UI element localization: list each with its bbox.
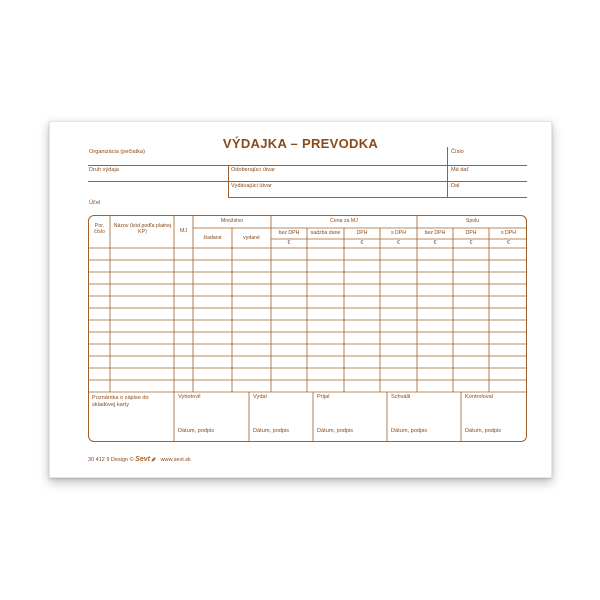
header-line-2 xyxy=(88,181,527,182)
form-sheet xyxy=(49,121,552,478)
footer-code: 30 412 9 Design © xyxy=(88,457,134,463)
vyhotovil-date-label: Dátum, podpis xyxy=(178,428,215,434)
cena-dph-header: DPH xyxy=(356,230,368,236)
prijal-date-label: Dátum, podpis xyxy=(317,428,354,434)
currency-cena-dph: € xyxy=(360,240,364,246)
col-vydane-header: vydané xyxy=(243,235,260,241)
cena-s-dph-header: s DPH xyxy=(391,230,406,236)
sevt-logo: Sevt xyxy=(135,456,150,463)
footer-url: www.sevt.sk xyxy=(160,457,191,463)
currency-cena-bez-dph: € xyxy=(287,240,291,246)
dal-label: Dal xyxy=(451,183,460,189)
header-vline-right xyxy=(447,147,448,197)
col-nazov-header: Názov (kód podľa platnej KP) xyxy=(113,223,172,235)
group-spolu-header: Spolu xyxy=(465,218,480,224)
ma-dat-label: Má dať xyxy=(451,167,469,173)
header-line-1 xyxy=(88,165,527,166)
cena-bez-dph-header: bez DPH xyxy=(278,230,300,236)
currency-spolu-dph: € xyxy=(469,240,473,246)
vydal-label: Vydal xyxy=(253,394,267,400)
kontroloval-label: Kontroloval xyxy=(465,394,493,400)
spolu-dph-header: DPH xyxy=(465,230,477,236)
sadzba-dane-header: sadzba dane xyxy=(310,230,341,236)
footer xyxy=(88,456,191,463)
header-vline-mid xyxy=(228,165,229,197)
spolu-s-dph-header: s DPH xyxy=(501,230,516,236)
header-line-3 xyxy=(228,197,527,198)
organizacia-label: Organizácia (pečiatka) xyxy=(89,149,145,155)
col-por-header: Por. číslo xyxy=(94,223,105,235)
vyhotovil-label: Vyhotovil xyxy=(178,394,201,400)
cislo-label: Číslo xyxy=(451,149,464,155)
form-title: VÝDAJKA – PREVODKA xyxy=(222,136,379,151)
group-mnozstvo-header: Množstvo xyxy=(220,218,244,224)
odoberajuci-utvar-label: Odoberajúci útvar xyxy=(231,167,276,173)
ucel-label: Účel xyxy=(89,200,101,206)
druh-vydaja-label: Druh výdaja xyxy=(89,167,119,173)
spolu-bez-dph-header: bez DPH xyxy=(424,230,446,236)
vydal-date-label: Dátum, podpis xyxy=(253,428,290,434)
schvalil-label: Schválil xyxy=(391,394,411,400)
poznamka-label: Poznámka o zápise do skladovej karty xyxy=(92,395,149,408)
kontroloval-date-label: Dátum, podpis xyxy=(465,428,502,434)
leaf-icon xyxy=(151,457,156,462)
schvalil-date-label: Dátum, podpis xyxy=(391,428,428,434)
items-table xyxy=(88,215,527,442)
col-mj-header: MJ xyxy=(180,228,187,234)
currency-cena-s-dph: € xyxy=(397,240,400,246)
col-ziadane-header: žiadané xyxy=(203,235,222,241)
currency-spolu-bez-dph: € xyxy=(433,240,437,246)
vydavajuci-utvar-label: Vydávajúci útvar xyxy=(231,183,272,189)
prijal-label: Prijal xyxy=(317,394,330,400)
group-cena-header: Cena za MJ xyxy=(330,218,358,224)
currency-spolu-s-dph: € xyxy=(507,240,510,246)
